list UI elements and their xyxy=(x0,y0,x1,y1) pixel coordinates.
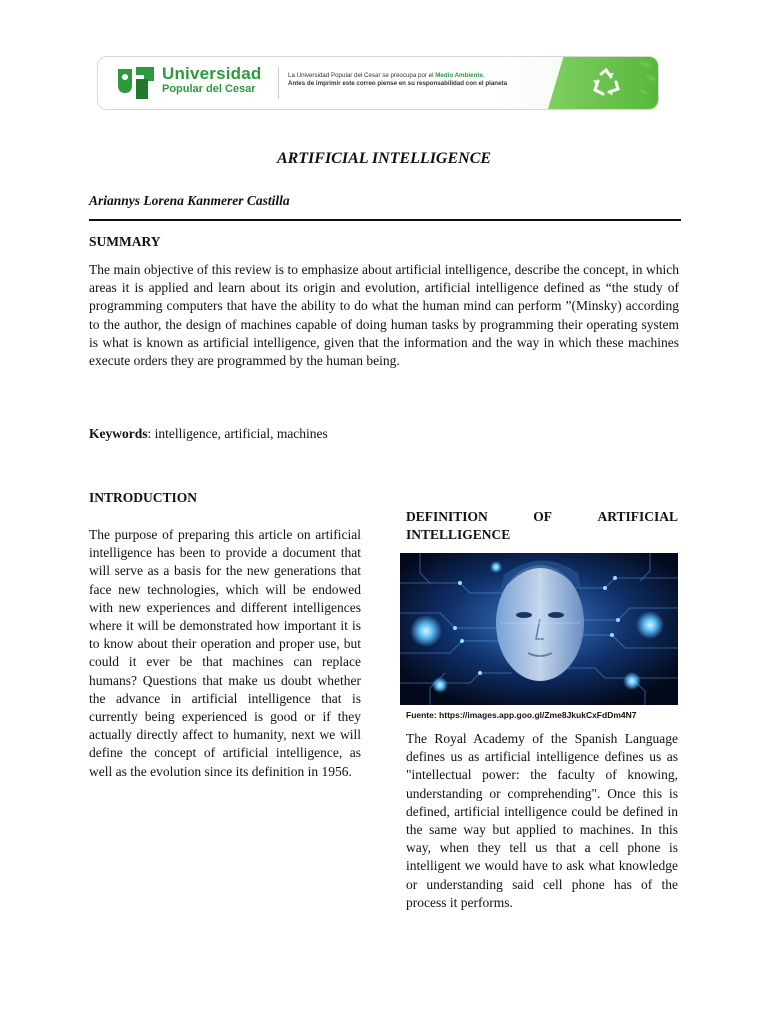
definition-heading-word: INTELLIGENCE xyxy=(406,527,511,542)
logo-line2: Popular del Cesar xyxy=(162,83,256,95)
definition-paragraph: The Royal Academy of the Spanish Language defines us as artificial intelligence defines us as "intellectual power: the faculty of knowing, understanding or comprehending". Once this is defined, artificial intelligence could be defined in the same way but applied to machines. In this way, when they tell us that a cell phone is intelligent we would have to ask what knowledge or understanding said cell phone has of the process it performs. xyxy=(406,731,678,910)
keywords-label: Keywords xyxy=(89,426,148,441)
introduction-paragraph: The purpose of preparing this article on artificial intelligence has been to provide a document that will serve as a basis for the new generations that face new technologies, which will be endowed with new experiences and different intelligences where it will be demonstrated how important it is to know about their operation and proper use, but could it ever be that machines can replace humans? Questions that make us doubt whether the advance in artificial intelligence that is currently being experienced is good or if they actually directly affect to humanity, next we will define the concept of artificial intelligence, as well as the evolution since its definition in 1956. xyxy=(89,527,361,779)
recycle-icon xyxy=(590,67,622,99)
env-msg-highlight: Medio Ambiente. xyxy=(435,72,485,79)
introduction-heading: INTRODUCTION xyxy=(89,490,198,505)
document-title: ARTIFICIAL INTELLIGENCE xyxy=(276,150,492,167)
author-name: Ariannys Lorena Kanmerer Castilla xyxy=(89,193,290,208)
ai-face-image xyxy=(400,553,678,705)
university-banner xyxy=(97,56,659,110)
definition-heading-word: ARTIFICIAL xyxy=(597,509,678,524)
ai-face-illustration xyxy=(400,553,678,705)
definition-heading-word: DEFINITION xyxy=(406,509,488,524)
summary-heading: SUMMARY xyxy=(89,234,161,249)
definition-heading-word: OF xyxy=(533,509,552,524)
keywords-values: : intelligence, artificial, machines xyxy=(147,426,328,441)
university-name xyxy=(162,65,262,95)
title-divider xyxy=(89,219,681,221)
summary-paragraph: The main objective of this review is to emphasize about artificial intelligence, describe the concept, in which areas it is applied and learn about its origin and evolution, artificial intelligence defined as “the study of programming computers that have the ability to do what the human mind can perform ”(Minsky) according to the author, the design of machines capable of doing human tasks by programming their operating system is what is known as artificial intelligence, given that the information and the way in which these machines execute orders they are programmed by the human being. xyxy=(89,262,679,369)
keywords-line xyxy=(89,426,328,442)
definition-heading xyxy=(406,508,678,544)
env-msg-part1: La Universidad Popular del Cesar se preocupa por el xyxy=(288,72,436,79)
university-logo-icon xyxy=(114,63,158,103)
logo-line1: Universidad xyxy=(162,64,262,83)
environment-message xyxy=(288,72,548,89)
image-caption: Fuente: https://images.app.goo.gl/Zme8JkukCxFdDm4N7 xyxy=(406,710,637,720)
banner-divider xyxy=(278,67,279,99)
env-msg-part2: Antes de imprimir este correo piense en su responsabilidad con el planeta xyxy=(288,80,508,88)
